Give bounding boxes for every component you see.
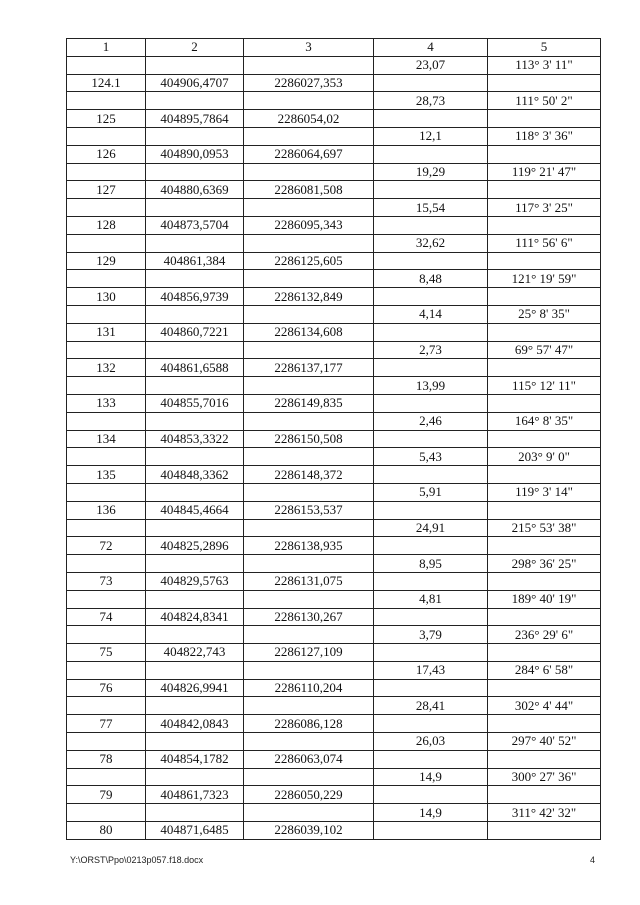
point-number-cell: [67, 661, 146, 679]
table-row: [67, 252, 601, 270]
table-row: [67, 733, 601, 751]
distance-cell: [374, 74, 488, 92]
bearing-cell: 117° 3' 25": [488, 199, 601, 217]
bearing-cell: 203° 9' 0": [488, 448, 601, 466]
x-coordinate-cell: [146, 448, 244, 466]
point-number-cell: 75: [67, 644, 146, 662]
bearing-cell: 25° 8' 35": [488, 305, 601, 323]
point-number-cell: [67, 234, 146, 252]
x-coordinate-cell: 404848,3362: [146, 466, 244, 484]
bearing-cell: 118° 3' 36": [488, 127, 601, 145]
bearing-cell: [488, 608, 601, 626]
x-coordinate-cell: 404880,6369: [146, 181, 244, 199]
bearing-cell: [488, 466, 601, 484]
distance-cell: 14,9: [374, 768, 488, 786]
y-coordinate-cell: 2286137,177: [244, 359, 374, 377]
table-body: [67, 56, 601, 839]
point-number-cell: [67, 626, 146, 644]
table-row: [67, 572, 601, 590]
table-row: [67, 56, 601, 74]
y-coordinate-cell: [244, 412, 374, 430]
point-number-cell: 79: [67, 786, 146, 804]
table-row: [67, 679, 601, 697]
distance-cell: 4,81: [374, 590, 488, 608]
distance-cell: [374, 252, 488, 270]
point-number-cell: 134: [67, 430, 146, 448]
point-number-cell: [67, 697, 146, 715]
table-row: [67, 412, 601, 430]
table-row: [67, 626, 601, 644]
point-number-cell: 74: [67, 608, 146, 626]
distance-cell: 5,91: [374, 483, 488, 501]
table-row: [67, 394, 601, 412]
distance-cell: 15,54: [374, 199, 488, 217]
table-row: [67, 715, 601, 733]
distance-cell: [374, 216, 488, 234]
distance-cell: 8,48: [374, 270, 488, 288]
distance-cell: [374, 145, 488, 163]
y-coordinate-cell: [244, 804, 374, 822]
y-coordinate-cell: [244, 448, 374, 466]
table-row: [67, 768, 601, 786]
x-coordinate-cell: 404861,7323: [146, 786, 244, 804]
point-number-cell: 132: [67, 359, 146, 377]
y-coordinate-cell: 2286127,109: [244, 644, 374, 662]
point-number-cell: 78: [67, 750, 146, 768]
y-coordinate-cell: 2286153,537: [244, 501, 374, 519]
x-coordinate-cell: 404861,384: [146, 252, 244, 270]
table-row: [67, 555, 601, 573]
point-number-cell: [67, 163, 146, 181]
distance-cell: 5,43: [374, 448, 488, 466]
x-coordinate-cell: 404860,7221: [146, 323, 244, 341]
x-coordinate-cell: 404853,3322: [146, 430, 244, 448]
point-number-cell: [67, 199, 146, 217]
y-coordinate-cell: [244, 697, 374, 715]
table-row: [67, 377, 601, 395]
distance-cell: [374, 323, 488, 341]
x-coordinate-cell: [146, 305, 244, 323]
point-number-cell: [67, 127, 146, 145]
point-number-cell: 130: [67, 288, 146, 306]
distance-cell: 12,1: [374, 127, 488, 145]
point-number-cell: [67, 804, 146, 822]
table-row: [67, 661, 601, 679]
table-row: [67, 288, 601, 306]
point-number-cell: 133: [67, 394, 146, 412]
bearing-cell: [488, 786, 601, 804]
table-row: [67, 145, 601, 163]
y-coordinate-cell: 2286138,935: [244, 537, 374, 555]
point-number-cell: 125: [67, 110, 146, 128]
bearing-cell: 284° 6' 58": [488, 661, 601, 679]
bearing-cell: [488, 572, 601, 590]
y-coordinate-cell: 2286130,267: [244, 608, 374, 626]
bearing-cell: [488, 110, 601, 128]
bearing-cell: [488, 750, 601, 768]
bearing-cell: 311° 42' 32": [488, 804, 601, 822]
table-row: [67, 181, 601, 199]
bearing-cell: [488, 74, 601, 92]
distance-cell: [374, 181, 488, 199]
point-number-cell: [67, 341, 146, 359]
table-row: [67, 305, 601, 323]
footer-page-number: 4: [590, 855, 596, 865]
distance-cell: 2,46: [374, 412, 488, 430]
y-coordinate-cell: [244, 234, 374, 252]
distance-cell: 23,07: [374, 56, 488, 74]
y-coordinate-cell: 2286131,075: [244, 572, 374, 590]
point-number-cell: [67, 92, 146, 110]
point-number-cell: [67, 270, 146, 288]
y-coordinate-cell: 2286039,102: [244, 822, 374, 840]
distance-cell: [374, 359, 488, 377]
point-number-cell: [67, 555, 146, 573]
bearing-cell: 189° 40' 19": [488, 590, 601, 608]
coordinates-table: [66, 38, 601, 840]
bearing-cell: 121° 19' 59": [488, 270, 601, 288]
table-row: [67, 110, 601, 128]
bearing-cell: 300° 27' 36": [488, 768, 601, 786]
x-coordinate-cell: [146, 519, 244, 537]
x-coordinate-cell: [146, 483, 244, 501]
bearing-cell: [488, 822, 601, 840]
distance-cell: 17,43: [374, 661, 488, 679]
x-coordinate-cell: 404856,9739: [146, 288, 244, 306]
point-number-cell: 124.1: [67, 74, 146, 92]
x-coordinate-cell: [146, 697, 244, 715]
x-coordinate-cell: 404873,5704: [146, 216, 244, 234]
x-coordinate-cell: [146, 661, 244, 679]
table-row: [67, 430, 601, 448]
point-number-cell: 126: [67, 145, 146, 163]
distance-cell: [374, 394, 488, 412]
column-header: 3: [244, 39, 374, 57]
point-number-cell: [67, 377, 146, 395]
table-row: [67, 234, 601, 252]
y-coordinate-cell: 2286149,835: [244, 394, 374, 412]
bearing-cell: 113° 3' 11": [488, 56, 601, 74]
y-coordinate-cell: 2286027,353: [244, 74, 374, 92]
bearing-cell: 215° 53' 38": [488, 519, 601, 537]
bearing-cell: [488, 288, 601, 306]
footer-file-path: Y:\ORST\Ppo\0213p057.f18.docx: [70, 855, 204, 865]
y-coordinate-cell: [244, 768, 374, 786]
bearing-cell: 69° 57' 47": [488, 341, 601, 359]
x-coordinate-cell: 404845,4664: [146, 501, 244, 519]
x-coordinate-cell: 404822,743: [146, 644, 244, 662]
y-coordinate-cell: [244, 519, 374, 537]
y-coordinate-cell: [244, 377, 374, 395]
x-coordinate-cell: [146, 733, 244, 751]
table-row: [67, 804, 601, 822]
bearing-cell: 111° 56' 6": [488, 234, 601, 252]
table-row: [67, 323, 601, 341]
table-row: [67, 519, 601, 537]
distance-cell: [374, 750, 488, 768]
point-number-cell: 136: [67, 501, 146, 519]
bearing-cell: [488, 323, 601, 341]
x-coordinate-cell: 404890,0953: [146, 145, 244, 163]
distance-cell: 24,91: [374, 519, 488, 537]
x-coordinate-cell: 404825,2896: [146, 537, 244, 555]
point-number-cell: 135: [67, 466, 146, 484]
distance-cell: 8,95: [374, 555, 488, 573]
distance-cell: 28,73: [374, 92, 488, 110]
bearing-cell: 119° 21' 47": [488, 163, 601, 181]
point-number-cell: 131: [67, 323, 146, 341]
bearing-cell: 302° 4' 44": [488, 697, 601, 715]
point-number-cell: 76: [67, 679, 146, 697]
y-coordinate-cell: [244, 555, 374, 573]
x-coordinate-cell: [146, 270, 244, 288]
y-coordinate-cell: 2286150,508: [244, 430, 374, 448]
distance-cell: [374, 430, 488, 448]
table-row: [67, 786, 601, 804]
x-coordinate-cell: [146, 56, 244, 74]
distance-cell: 28,41: [374, 697, 488, 715]
x-coordinate-cell: 404871,6485: [146, 822, 244, 840]
y-coordinate-cell: 2286110,204: [244, 679, 374, 697]
y-coordinate-cell: [244, 483, 374, 501]
y-coordinate-cell: 2286132,849: [244, 288, 374, 306]
y-coordinate-cell: [244, 92, 374, 110]
x-coordinate-cell: [146, 377, 244, 395]
point-number-cell: [67, 448, 146, 466]
table-row: [67, 92, 601, 110]
bearing-cell: [488, 430, 601, 448]
x-coordinate-cell: [146, 768, 244, 786]
y-coordinate-cell: [244, 56, 374, 74]
table-row: [67, 448, 601, 466]
y-coordinate-cell: 2286086,128: [244, 715, 374, 733]
table-header-row: [67, 39, 601, 57]
distance-cell: 4,14: [374, 305, 488, 323]
bearing-cell: [488, 394, 601, 412]
bearing-cell: 236° 29' 6": [488, 626, 601, 644]
table-row: [67, 590, 601, 608]
x-coordinate-cell: 404842,0843: [146, 715, 244, 733]
bearing-cell: [488, 644, 601, 662]
table-row: [67, 216, 601, 234]
distance-cell: [374, 822, 488, 840]
bearing-cell: 298° 36' 25": [488, 555, 601, 573]
column-header: 2: [146, 39, 244, 57]
bearing-cell: [488, 216, 601, 234]
y-coordinate-cell: [244, 626, 374, 644]
distance-cell: [374, 466, 488, 484]
x-coordinate-cell: [146, 804, 244, 822]
x-coordinate-cell: [146, 341, 244, 359]
point-number-cell: [67, 412, 146, 430]
x-coordinate-cell: 404854,1782: [146, 750, 244, 768]
x-coordinate-cell: [146, 163, 244, 181]
bearing-cell: 119° 3' 14": [488, 483, 601, 501]
point-number-cell: [67, 56, 146, 74]
x-coordinate-cell: 404861,6588: [146, 359, 244, 377]
point-number-cell: [67, 519, 146, 537]
bearing-cell: [488, 252, 601, 270]
point-number-cell: 77: [67, 715, 146, 733]
y-coordinate-cell: 2286054,02: [244, 110, 374, 128]
x-coordinate-cell: 404855,7016: [146, 394, 244, 412]
point-number-cell: 129: [67, 252, 146, 270]
table-row: [67, 501, 601, 519]
table-row: [67, 270, 601, 288]
y-coordinate-cell: [244, 199, 374, 217]
point-number-cell: 72: [67, 537, 146, 555]
y-coordinate-cell: 2286134,608: [244, 323, 374, 341]
y-coordinate-cell: [244, 590, 374, 608]
point-number-cell: [67, 590, 146, 608]
distance-cell: 3,79: [374, 626, 488, 644]
y-coordinate-cell: [244, 661, 374, 679]
bearing-cell: [488, 715, 601, 733]
x-coordinate-cell: [146, 199, 244, 217]
bearing-cell: 115° 12' 11": [488, 377, 601, 395]
x-coordinate-cell: 404826,9941: [146, 679, 244, 697]
bearing-cell: [488, 359, 601, 377]
distance-cell: [374, 608, 488, 626]
distance-cell: [374, 537, 488, 555]
distance-cell: 13,99: [374, 377, 488, 395]
table-row: [67, 822, 601, 840]
x-coordinate-cell: 404829,5763: [146, 572, 244, 590]
x-coordinate-cell: [146, 234, 244, 252]
y-coordinate-cell: 2286050,229: [244, 786, 374, 804]
table-row: [67, 163, 601, 181]
x-coordinate-cell: [146, 626, 244, 644]
table-row: [67, 341, 601, 359]
distance-cell: 32,62: [374, 234, 488, 252]
x-coordinate-cell: [146, 555, 244, 573]
distance-cell: [374, 679, 488, 697]
distance-cell: [374, 288, 488, 306]
point-number-cell: [67, 483, 146, 501]
distance-cell: [374, 786, 488, 804]
y-coordinate-cell: [244, 163, 374, 181]
bearing-cell: [488, 679, 601, 697]
point-number-cell: [67, 305, 146, 323]
y-coordinate-cell: 2286125,605: [244, 252, 374, 270]
point-number-cell: 80: [67, 822, 146, 840]
table-row: [67, 199, 601, 217]
distance-cell: [374, 715, 488, 733]
column-header: 4: [374, 39, 488, 57]
point-number-cell: 73: [67, 572, 146, 590]
column-header: 1: [67, 39, 146, 57]
y-coordinate-cell: [244, 270, 374, 288]
bearing-cell: [488, 501, 601, 519]
table-row: [67, 466, 601, 484]
distance-cell: 14,9: [374, 804, 488, 822]
y-coordinate-cell: [244, 733, 374, 751]
x-coordinate-cell: 404824,8341: [146, 608, 244, 626]
bearing-cell: [488, 181, 601, 199]
distance-cell: 26,03: [374, 733, 488, 751]
y-coordinate-cell: [244, 341, 374, 359]
table-row: [67, 127, 601, 145]
y-coordinate-cell: [244, 305, 374, 323]
y-coordinate-cell: 2286148,372: [244, 466, 374, 484]
y-coordinate-cell: [244, 127, 374, 145]
distance-cell: [374, 644, 488, 662]
bearing-cell: 111° 50' 2": [488, 92, 601, 110]
table-row: [67, 74, 601, 92]
y-coordinate-cell: 2286063,074: [244, 750, 374, 768]
table-row: [67, 359, 601, 377]
point-number-cell: 127: [67, 181, 146, 199]
point-number-cell: [67, 768, 146, 786]
y-coordinate-cell: 2286064,697: [244, 145, 374, 163]
x-coordinate-cell: 404895,7864: [146, 110, 244, 128]
table-row: [67, 608, 601, 626]
point-number-cell: 128: [67, 216, 146, 234]
distance-cell: [374, 501, 488, 519]
bearing-cell: [488, 537, 601, 555]
x-coordinate-cell: [146, 590, 244, 608]
x-coordinate-cell: 404906,4707: [146, 74, 244, 92]
distance-cell: [374, 572, 488, 590]
bearing-cell: 297° 40' 52": [488, 733, 601, 751]
table-row: [67, 644, 601, 662]
distance-cell: [374, 110, 488, 128]
bearing-cell: [488, 145, 601, 163]
table-row: [67, 750, 601, 768]
table-row: [67, 537, 601, 555]
column-header: 5: [488, 39, 601, 57]
distance-cell: 2,73: [374, 341, 488, 359]
table-row: [67, 483, 601, 501]
x-coordinate-cell: [146, 412, 244, 430]
point-number-cell: [67, 733, 146, 751]
y-coordinate-cell: 2286095,343: [244, 216, 374, 234]
table-row: [67, 697, 601, 715]
bearing-cell: 164° 8' 35": [488, 412, 601, 430]
distance-cell: 19,29: [374, 163, 488, 181]
x-coordinate-cell: [146, 127, 244, 145]
y-coordinate-cell: 2286081,508: [244, 181, 374, 199]
x-coordinate-cell: [146, 92, 244, 110]
